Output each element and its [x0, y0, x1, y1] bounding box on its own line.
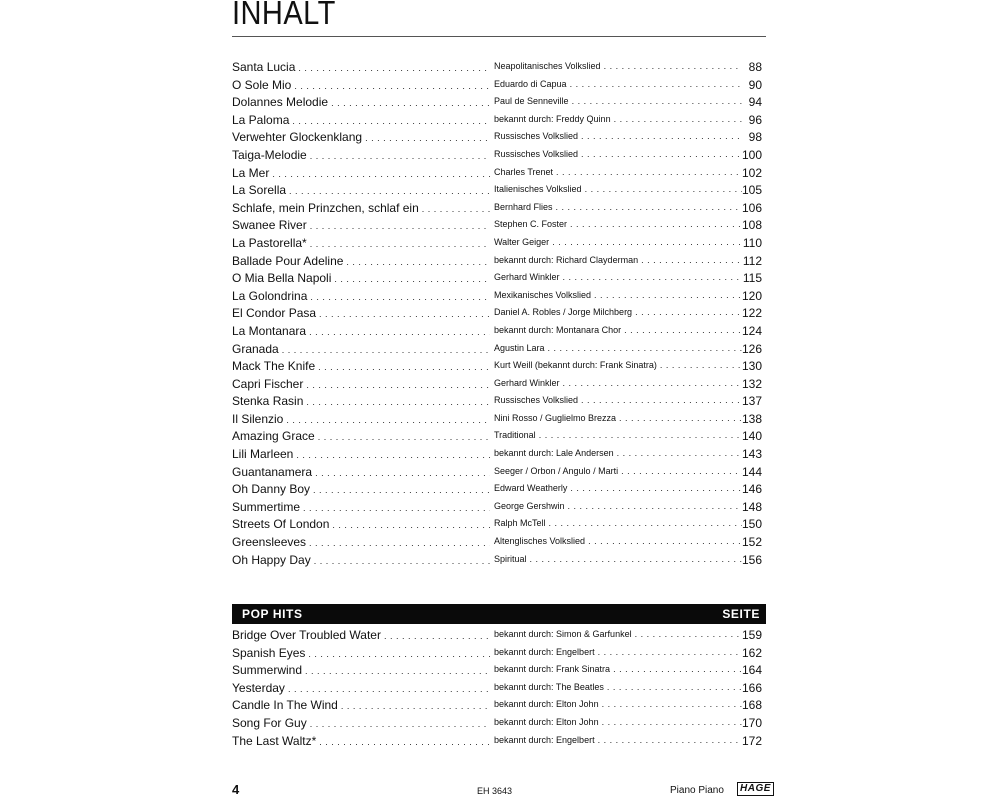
- toc-entry: [232, 734, 766, 752]
- toc-entry: [232, 553, 766, 571]
- entry-title: Bridge Over Troubled Water . . .: [232, 628, 490, 642]
- entry-title: Summerwind . . .: [232, 663, 490, 677]
- footer-page-number: 4: [232, 782, 240, 797]
- entry-composer: bekannt durch: Montanara Chor . . .: [494, 325, 742, 335]
- entry-page-number: 112: [742, 253, 762, 268]
- entry-title: Dolannes Melodie . . .: [232, 95, 490, 109]
- entry-title: Streets Of London . . .: [232, 517, 490, 531]
- entry-page-number: 120: [741, 288, 762, 303]
- title-divider: [232, 36, 766, 37]
- entry-composer: Neapolitanisches Volkslied . . .: [494, 61, 742, 71]
- toc-entry: [232, 663, 766, 681]
- entry-composer: Agustin Lara . . .: [494, 343, 742, 353]
- entry-composer: Eduardo di Capua . . .: [494, 79, 742, 89]
- entry-composer: Paul de Senneville . . .: [494, 96, 742, 106]
- entry-title: Lili Marleen . . .: [232, 447, 490, 461]
- toc-entry: [232, 306, 766, 324]
- entry-page-number: 94: [748, 95, 762, 110]
- entry-composer: bekannt durch: Freddy Quinn . . .: [494, 114, 742, 124]
- entry-composer: bekannt durch: Frank Sinatra . . .: [494, 664, 742, 674]
- toc-entry: [232, 95, 766, 113]
- entry-title: Guantanamera . . .: [232, 465, 490, 479]
- entry-composer: Daniel A. Robles / Jorge Milchberg . . .: [494, 307, 742, 317]
- entry-page-number: 166: [741, 680, 762, 695]
- toc-entry: [232, 412, 766, 430]
- entry-page-number: 140: [741, 429, 762, 444]
- toc-entry: [232, 377, 766, 395]
- entry-title: La Sorella . . .: [232, 183, 490, 197]
- entry-title: Taiga-Melodie . . .: [232, 148, 490, 162]
- entry-composer: Gerhard Winkler . . .: [494, 272, 742, 282]
- entry-composer: bekannt durch: Richard Clayderman . . .: [494, 255, 742, 265]
- entry-page-number: 124: [741, 323, 762, 338]
- entry-page-number: 100: [741, 147, 762, 162]
- entry-page-number: 156: [741, 552, 762, 567]
- entry-title: Stenka Rasin . . .: [232, 394, 490, 408]
- entry-composer: bekannt durch: Simon & Garfunkel . . .: [494, 629, 742, 639]
- entry-page-number: 143: [741, 447, 762, 462]
- entry-page-number: 90: [748, 77, 762, 92]
- toc-entry: [232, 535, 766, 553]
- entry-title: Greensleeves . . .: [232, 535, 490, 549]
- toc-entry: [232, 394, 766, 412]
- entry-page-number: 96: [748, 112, 762, 127]
- entry-page-number: 144: [741, 464, 762, 479]
- entry-title: Schlafe, mein Prinzchen, schlaf ein . . .: [232, 201, 490, 215]
- entry-page-number: 150: [741, 517, 762, 532]
- entry-title: El Condor Pasa . . .: [232, 306, 490, 320]
- entry-page-number: 110: [742, 235, 762, 250]
- entry-composer: Stephen C. Foster . . .: [494, 219, 742, 229]
- toc-entry: [232, 78, 766, 96]
- entry-composer: Charles Trenet . . .: [494, 167, 742, 177]
- toc-entry: [232, 447, 766, 465]
- footer-series-name: Piano Piano: [670, 785, 724, 796]
- entry-page-number: 106: [741, 200, 762, 215]
- entry-composer: Russisches Volkslied . . .: [494, 395, 742, 405]
- toc-entry: [232, 236, 766, 254]
- toc-entry: [232, 429, 766, 447]
- entry-title: La Pastorella* . . .: [232, 236, 490, 250]
- entry-page-number: 122: [741, 306, 762, 321]
- entry-composer: bekannt durch: Elton John . . .: [494, 717, 742, 727]
- toc-entry: [232, 130, 766, 148]
- toc-entry: [232, 698, 766, 716]
- entry-title: Mack The Knife . . .: [232, 359, 490, 373]
- entry-composer: Italienisches Volkslied . . .: [494, 184, 742, 194]
- entry-page-number: 137: [741, 394, 762, 409]
- entry-title: La Mer . . .: [232, 166, 490, 180]
- entry-composer: bekannt durch: The Beatles . . .: [494, 682, 742, 692]
- toc-entry: [232, 628, 766, 646]
- toc-entry: [232, 646, 766, 664]
- toc-entry: [232, 289, 766, 307]
- toc-entry: [232, 254, 766, 272]
- entry-title: O Mia Bella Napoli . . .: [232, 271, 490, 285]
- pop-hits-header: [232, 604, 766, 624]
- entry-title: The Last Waltz* . . .: [232, 734, 490, 748]
- entry-title: Candle In The Wind . . .: [232, 698, 490, 712]
- entry-page-number: 148: [741, 499, 762, 514]
- entry-page-number: 152: [741, 535, 762, 550]
- seite-label: SEITE: [722, 607, 760, 621]
- toc-entry: [232, 201, 766, 219]
- entry-title: Spanish Eyes . . .: [232, 646, 490, 660]
- entry-page-number: 132: [741, 376, 762, 391]
- entry-page-number: 170: [741, 715, 762, 730]
- entry-title: Granada . . .: [232, 342, 490, 356]
- entry-title: Swanee River . . .: [232, 218, 490, 232]
- entry-composer: Traditional . . .: [494, 430, 742, 440]
- entry-composer: Gerhard Winkler . . .: [494, 378, 742, 388]
- entry-page-number: 88: [748, 60, 762, 74]
- pop-hits-label: POP HITS: [242, 607, 303, 621]
- entry-page-number: 146: [741, 482, 762, 497]
- entry-title: La Montanara . . .: [232, 324, 490, 338]
- entry-composer: bekannt durch: Elton John . . .: [494, 699, 742, 709]
- toc-entry: [232, 342, 766, 360]
- toc-entry: [232, 148, 766, 166]
- entry-title: La Paloma . . .: [232, 113, 490, 127]
- entry-composer: bekannt durch: Engelbert . . .: [494, 647, 742, 657]
- entry-composer: Russisches Volkslied . . .: [494, 149, 742, 159]
- entry-page-number: 126: [741, 341, 762, 356]
- toc-main-list: [232, 60, 766, 570]
- entry-page-number: 98: [748, 130, 762, 145]
- entry-page-number: 172: [741, 733, 762, 748]
- entry-page-number: 162: [741, 645, 762, 660]
- toc-entry: [232, 183, 766, 201]
- entry-page-number: 138: [741, 411, 762, 426]
- entry-page-number: 164: [741, 663, 762, 678]
- entry-title: La Golondrina . . .: [232, 289, 490, 303]
- toc-entry: [232, 681, 766, 699]
- toc-entry: [232, 517, 766, 535]
- entry-composer: George Gershwin . . .: [494, 501, 742, 511]
- entry-title: Il Silenzio . . .: [232, 412, 490, 426]
- entry-title: Oh Danny Boy . . .: [232, 482, 490, 496]
- toc-entry: [232, 716, 766, 734]
- entry-title: Verwehter Glockenklang . . .: [232, 130, 490, 144]
- entry-composer: Russisches Volkslied . . .: [494, 131, 742, 141]
- entry-title: Amazing Grace . . .: [232, 429, 490, 443]
- toc-entry: [232, 465, 766, 483]
- entry-composer: Nini Rosso / Guglielmo Brezza . . .: [494, 413, 742, 423]
- entry-composer: Edward Weatherly . . .: [494, 483, 742, 493]
- entry-composer: Ralph McTell . . .: [494, 518, 742, 528]
- entry-composer: Walter Geiger . . .: [494, 237, 742, 247]
- entry-title: Summertime . . .: [232, 500, 490, 514]
- publisher-logo: HAGE: [737, 782, 774, 796]
- entry-page-number: 168: [741, 698, 762, 713]
- entry-title: Oh Happy Day . . .: [232, 553, 490, 567]
- entry-composer: bekannt durch: Lale Andersen . . .: [494, 448, 742, 458]
- toc-entry: [232, 482, 766, 500]
- toc-entry: [232, 60, 766, 78]
- entry-title: Santa Lucia . . .: [232, 60, 490, 74]
- entry-page-number: 130: [741, 359, 762, 374]
- toc-pop-list: [232, 628, 766, 751]
- toc-entry: [232, 500, 766, 518]
- entry-title: Song For Guy . . .: [232, 716, 490, 730]
- footer-catalog-code: EH 3643: [477, 786, 513, 796]
- entry-title: Ballade Pour Adeline . . .: [232, 254, 490, 268]
- entry-title: Capri Fischer . . .: [232, 377, 490, 391]
- entry-composer: Mexikanisches Volkslied . . .: [494, 290, 742, 300]
- entry-title: O Sole Mio . . .: [232, 78, 490, 92]
- page-title: INHALT: [232, 0, 336, 31]
- entry-page-number: 102: [741, 165, 762, 180]
- entry-composer: Spiritual . . .: [494, 554, 742, 564]
- toc-entry: [232, 166, 766, 184]
- entry-composer: bekannt durch: Engelbert . . .: [494, 735, 742, 745]
- toc-entry: [232, 271, 766, 289]
- toc-entry: [232, 113, 766, 131]
- entry-title: Yesterday . . .: [232, 681, 490, 695]
- entry-page-number: 115: [742, 271, 762, 286]
- entry-page-number: 159: [741, 628, 762, 642]
- entry-composer: Bernhard Flies . . .: [494, 202, 742, 212]
- entry-page-number: 105: [741, 183, 762, 198]
- entry-composer: Kurt Weill (bekannt durch: Frank Sinatra) . . .: [494, 360, 742, 370]
- entry-page-number: 108: [741, 218, 762, 233]
- entry-composer: Seeger / Orbon / Angulo / Marti . . .: [494, 466, 742, 476]
- toc-entry: [232, 324, 766, 342]
- toc-entry: [232, 359, 766, 377]
- toc-entry: [232, 218, 766, 236]
- entry-composer: Altenglisches Volkslied . . .: [494, 536, 742, 546]
